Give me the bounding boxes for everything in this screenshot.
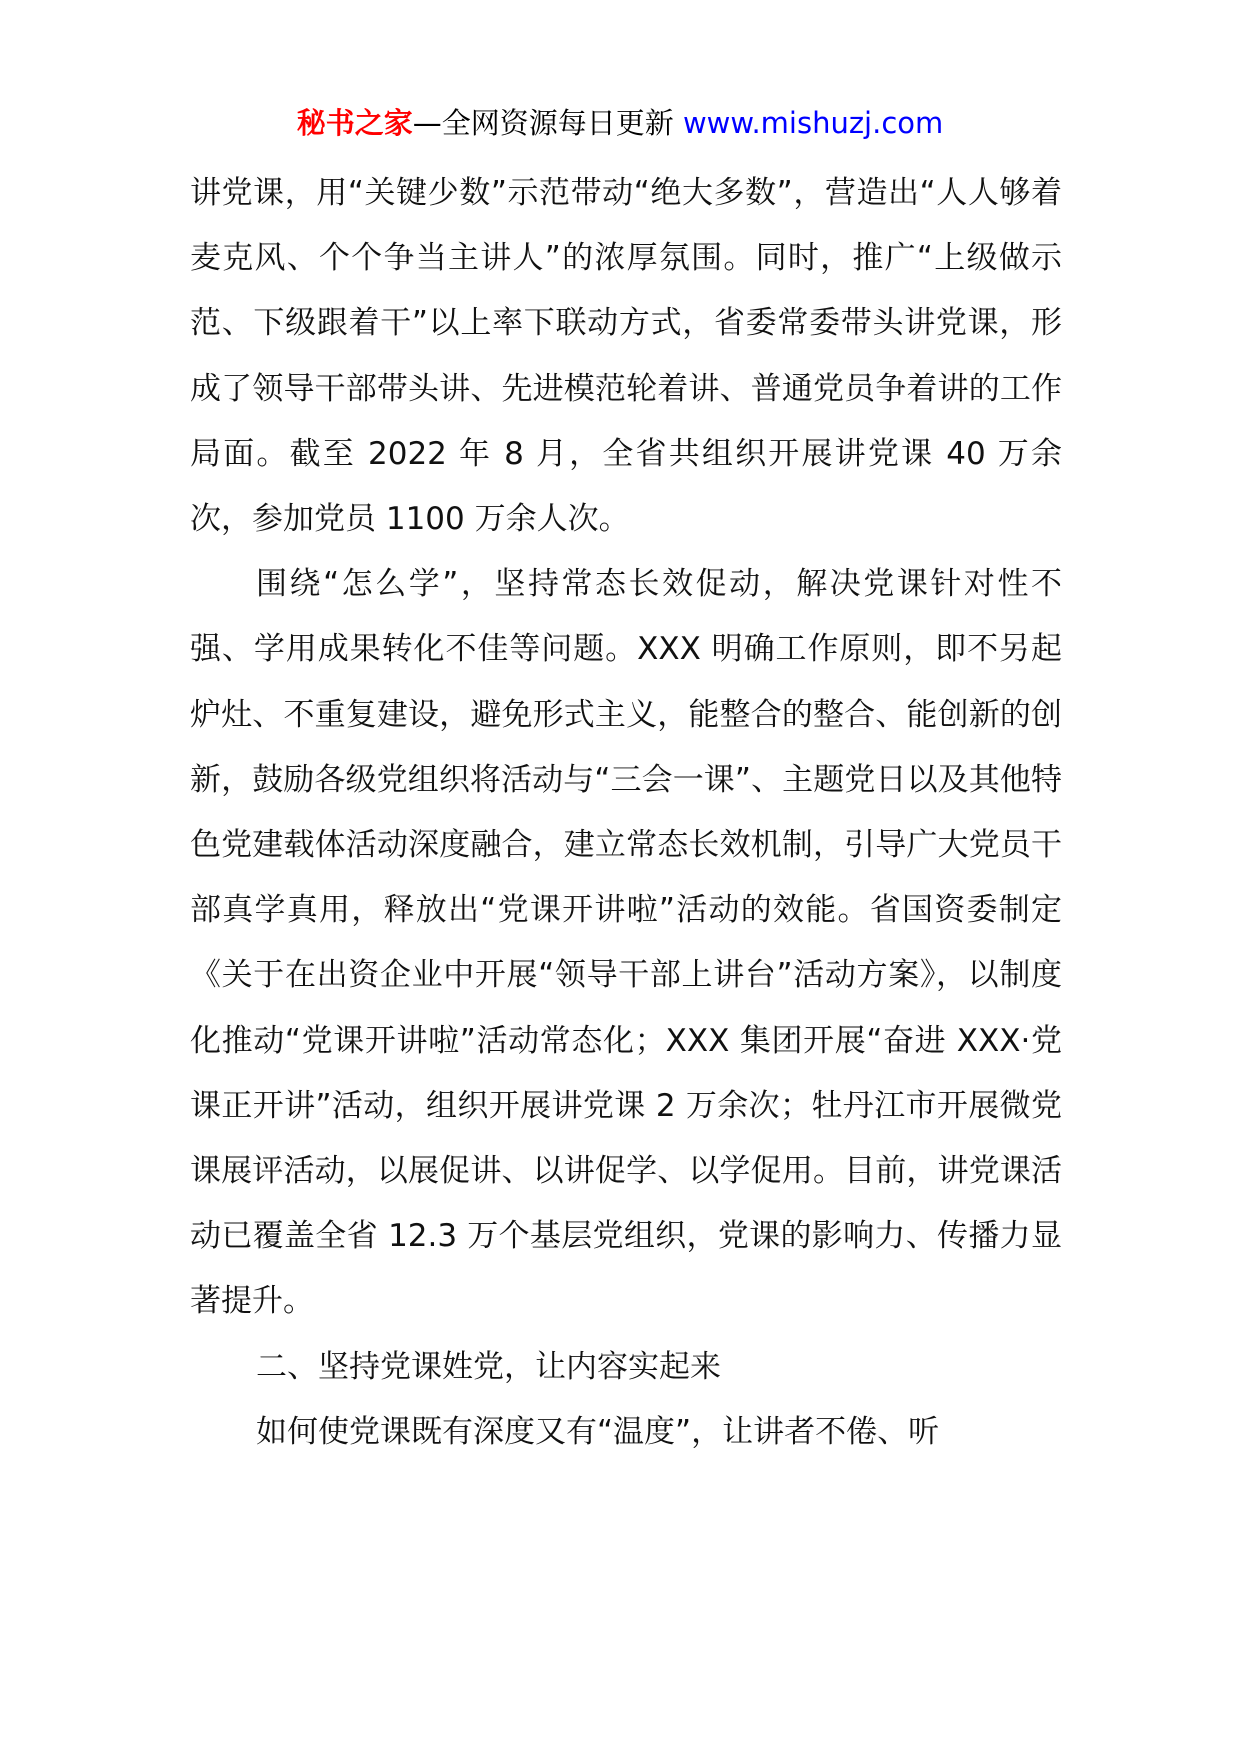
brand-name: 秘书之家	[296, 106, 413, 140]
header-slogan: —全网资源每日更新	[412, 106, 674, 140]
section-heading: 二、坚持党课姓党，让内容实起来	[256, 1348, 721, 1385]
document-body	[190, 161, 1062, 1465]
paragraph-continuation: 讲党课，用“关键少数”示范带动“绝大多数”，营造出“人人够着麦克风、个个争当主讲人”的浓厚氛围。同时，推广“上级做示范、下级跟着干”以上率下联动方式，省委常委带头讲党课，形成了领导干部带头讲、先进模范轮着讲、普通党员争着讲的工作局面。截至 2022 年 8 月，全省共组织开展讲党课 40 万余次，参加党员 1100 万余人次。	[190, 175, 1062, 538]
site-url-link[interactable]: www.mishuzj.com	[682, 106, 944, 140]
site-header	[0, 103, 1240, 143]
paragraph-how-to-learn: 围绕“怎么学”，坚持常态长效促动，解决党课针对性不强、学用成果转化不佳等问题。XXX 明确工作原则，即不另起炉灶、不重复建设，避免形式主义，能整合的整合、能创新的创新，鼓励各级党组织将活动与“三会一课”、主题党日以及其他特色党建载体活动深度融合，建立常态长效机制，引导广大党员干部真学真用，释放出“党课开讲啦”活动的效能。省国资委制定《关于在出资企业中开展“领导干部上讲台”活动方案》，以制度化推动“党课开讲啦”活动常态化；XXX 集团开展“奋进 XXX·党课正开讲”活动，组织开展讲党课 2 万余次；牡丹江市开展微党课展评活动，以展促讲、以讲促学、以学促用。目前，讲党课活动已覆盖全省 12.3 万个基层党组织，党课的影响力、传播力显著提升。	[190, 566, 1062, 1320]
paragraph-section-intro: 如何使党课既有深度又有“温度”，让讲者不倦、听	[256, 1413, 940, 1450]
